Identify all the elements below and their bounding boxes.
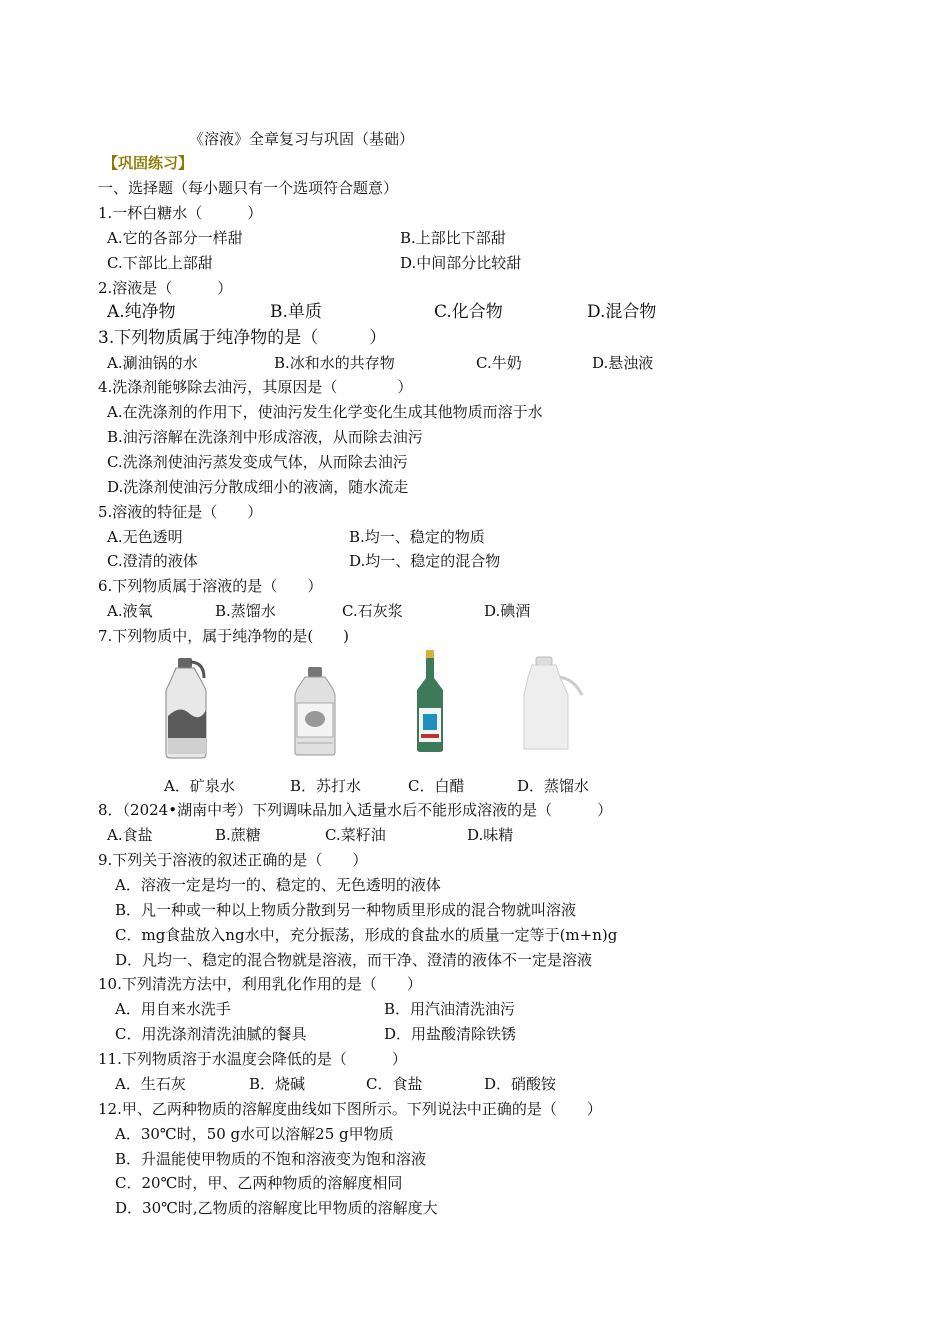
q4-stem: 4.洗涤剂能够除去油污，其原因是（ ） — [98, 378, 413, 396]
q1-option-a: A.它的各部分一样甜 — [107, 229, 243, 247]
q4-option-d: D.洗涤剂使油污分散成细小的液滴，随水流走 — [107, 478, 409, 496]
q2-option-d: D.混合物 — [587, 302, 657, 322]
q3-option-d: D.悬浊液 — [592, 354, 654, 372]
q12-option-d: D．30℃时,乙物质的溶解度比甲物质的溶解度大 — [115, 1199, 438, 1217]
q6-stem: 6.下列物质属于溶液的是（ ） — [98, 577, 323, 595]
q10-option-a: A．用自来水洗手 — [115, 1000, 231, 1018]
q1-option-c: C.下部比上部甜 — [107, 254, 213, 272]
doc-title: 《溶液》全章复习与巩固（基础） — [189, 130, 415, 148]
section-heading: 【巩固练习】 — [103, 154, 194, 172]
q11-stem: 11.下列物质溶于水温度会降低的是（ ） — [98, 1050, 407, 1068]
q9-option-d: D．凡均一、稳定的混合物就是溶液，而干净、澄清的液体不一定是溶液 — [115, 951, 593, 969]
q7-option-a: A．矿泉水 — [164, 777, 235, 795]
q5-option-b: B.均一、稳定的物质 — [349, 528, 485, 546]
q3-option-c: C.牛奶 — [476, 354, 522, 372]
q5-stem: 5.溶液的特征是（ ） — [98, 503, 263, 521]
q3-stem: 3.下列物质属于纯净物的是（ ） — [98, 328, 387, 348]
q11-option-a: A．生石灰 — [115, 1075, 186, 1093]
q5-option-a: A.无色透明 — [107, 528, 183, 546]
q8-option-d: D.味精 — [467, 826, 514, 844]
white-vinegar-bottle-image — [413, 648, 447, 754]
q8-stem: 8．（2024•湖南中考）下列调味品加入适量水后不能形成溶液的是（ ） — [98, 801, 613, 819]
q6-option-d: D.碘酒 — [484, 602, 531, 620]
mineral-water-bottle-image — [160, 656, 216, 760]
q9-stem: 9.下列关于溶液的叙述正确的是（ ） — [98, 851, 368, 869]
q1-option-d: D.中间部分比较甜 — [400, 254, 522, 272]
q9-option-c: C．mg食盐放入ng水中，充分振荡，形成的食盐水的质量一定等于(m+n)g — [115, 926, 618, 944]
q11-option-c: C．食盐 — [366, 1075, 423, 1093]
q8-option-a: A.食盐 — [107, 826, 153, 844]
q9-option-b: B．凡一种或一种以上物质分散到另一种物质里形成的混合物就叫溶液 — [115, 901, 577, 919]
q1-option-b: B.上部比下部甜 — [400, 229, 506, 247]
q2-option-a: A.纯净物 — [107, 302, 176, 322]
q12-stem: 12.甲、乙两种物质的溶解度曲线如下图所示。下列说法中正确的是（ ） — [98, 1100, 602, 1118]
q7-option-c: C．白醋 — [408, 777, 465, 795]
q2-option-c: C.化合物 — [434, 302, 503, 322]
q12-option-a: A．30℃时，50 g水可以溶解25 g甲物质 — [115, 1125, 394, 1143]
q10-stem: 10.下列清洗方法中，利用乳化作用的是（ ） — [98, 975, 422, 993]
q6-option-b: B.蒸馏水 — [215, 602, 276, 620]
q2-option-b: B.单质 — [270, 302, 322, 322]
q5-option-c: C.澄清的液体 — [107, 552, 198, 570]
q8-option-c: C.菜籽油 — [325, 826, 386, 844]
q6-option-c: C.石灰浆 — [342, 602, 403, 620]
q9-option-a: A．溶液一定是均一的、稳定的、无色透明的液体 — [115, 876, 441, 894]
q7-option-d: D．蒸馏水 — [517, 777, 590, 795]
q8-option-b: B.蔗糖 — [215, 826, 261, 844]
q10-option-b: B．用汽油清洗油污 — [384, 1000, 516, 1018]
q4-option-c: C.洗涤剂使油污蒸发变成气体，从而除去油污 — [107, 453, 408, 471]
part-heading: 一、选择题（每小题只有一个选项符合题意） — [98, 179, 399, 197]
q7-option-b: B．苏打水 — [290, 777, 362, 795]
q3-option-a: A.涮油锅的水 — [107, 354, 198, 372]
q7-stem: 7.下列物质中，属于纯净物的是( ) — [98, 627, 350, 645]
q10-option-d: D．用盐酸清除铁锈 — [384, 1025, 517, 1043]
q6-option-a: A.液氧 — [107, 602, 153, 620]
soda-water-bottle-image — [289, 665, 341, 757]
distilled-water-bottle-image — [518, 655, 588, 753]
q12-option-b: B．升温能使甲物质的不饱和溶液变为饱和溶液 — [115, 1150, 427, 1168]
q10-option-c: C．用洗涤剂清洗油腻的餐具 — [115, 1025, 307, 1043]
q5-option-d: D.均一、稳定的混合物 — [349, 552, 501, 570]
q3-option-b: B.冰和水的共存物 — [274, 354, 395, 372]
q11-option-d: D．硝酸铵 — [484, 1075, 557, 1093]
q4-option-a: A.在洗涤剂的作用下，使油污发生化学变化生成其他物质而溶于水 — [107, 403, 543, 421]
q4-option-b: B.油污溶解在洗涤剂中形成溶液，从而除去油污 — [107, 428, 423, 446]
q1-stem: 1.一杯白糖水（ ） — [98, 204, 263, 222]
q12-option-c: C．20℃时，甲、乙两种物质的溶解度相同 — [115, 1174, 403, 1192]
q2-stem: 2.溶液是（ ） — [98, 279, 233, 297]
q11-option-b: B．烧碱 — [249, 1075, 306, 1093]
